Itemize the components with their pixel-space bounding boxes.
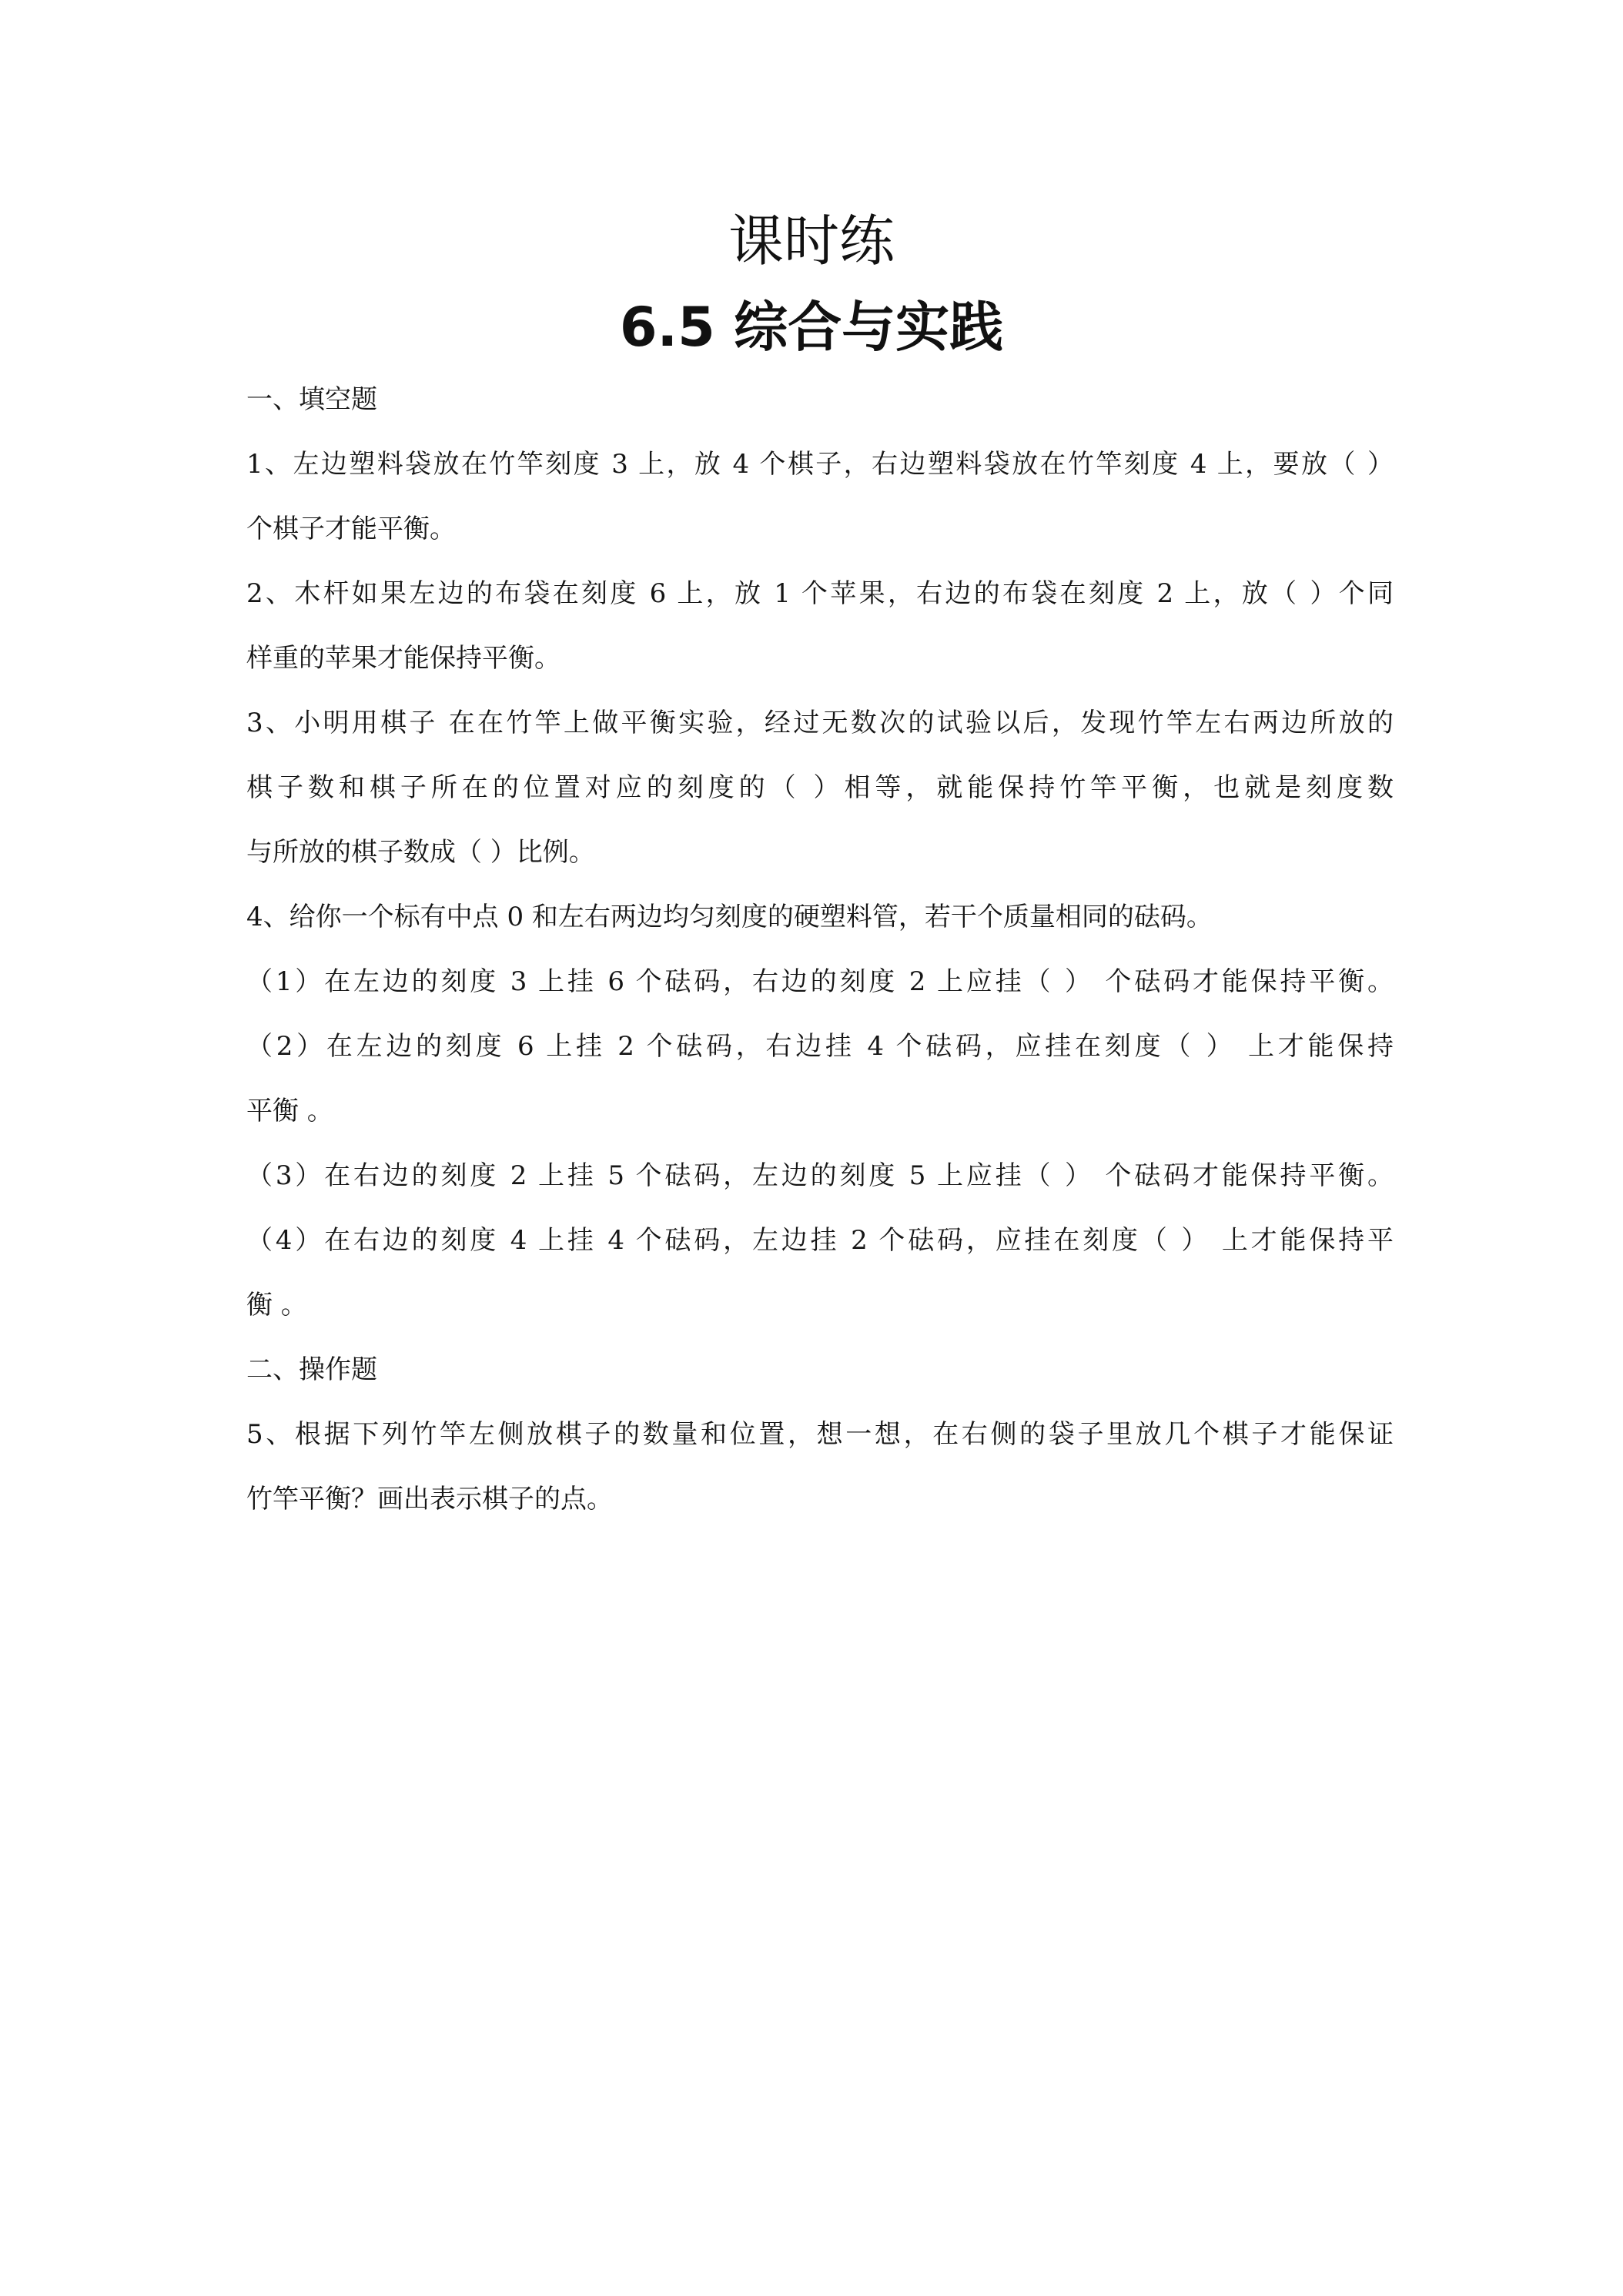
page-title: 课时练: [728, 209, 895, 273]
question-4-part-2-line-2: 平衡 。: [246, 1096, 333, 1126]
question-4-part-2-line-1: （2）在左边的刻度 6 上挂 2 个砝码，右边挂 4 个砝码，应挂在刻度（ ） 上才能保持: [246, 1031, 1394, 1062]
question-4-part-1: （1）在左边的刻度 3 上挂 6 个砝码，右边的刻度 2 上应挂（ ） 个砝码才能保持平衡。: [246, 966, 1394, 997]
question-5-line-1: 5、根据下列竹竿左侧放棋子的数量和位置，想一想，在右侧的袋子里放几个棋子才能保证: [246, 1419, 1394, 1450]
question-4-stem: 4、给你一个标有中点 0 和左右两边均匀刻度的硬塑料管，若干个质量相同的砝码。: [246, 902, 1213, 932]
section-heading-fill-blank: 一、填空题: [246, 384, 377, 415]
question-4-part-3: （3）在右边的刻度 2 上挂 5 个砝码，左边的刻度 5 上应挂（ ） 个砝码才能保持平衡。: [246, 1160, 1394, 1191]
question-1-line-1: 1、左边塑料袋放在竹竿刻度 3 上，放 4 个棋子，右边塑料袋放在竹竿刻度 4 上，要放（ ）: [246, 449, 1394, 480]
question-4-part-4-line-1: （4）在右边的刻度 4 上挂 4 个砝码，左边挂 2 个砝码，应挂在刻度（ ） 上才能保持平: [246, 1225, 1394, 1256]
question-2-line-2: 样重的苹果才能保持平衡。: [246, 643, 561, 674]
section-heading-operation: 二、操作题: [246, 1354, 377, 1385]
page-subtitle: 6.5 综合与实践: [619, 296, 1004, 359]
question-3-line-3: 与所放的棋子数成（ ）比例。: [246, 837, 595, 868]
question-3-line-1: 3、小明用棋子 在在竹竿上做平衡实验，经过无数次的试验以后，发现竹竿左右两边所放的: [246, 708, 1394, 738]
question-5-line-2: 竹竿平衡？画出表示棋子的点。: [246, 1484, 613, 1514]
question-1-line-2: 个棋子才能平衡。: [246, 514, 456, 544]
question-2-line-1: 2、木杆如果左边的布袋在刻度 6 上，放 1 个苹果，右边的布袋在刻度 2 上，放（ ）个同: [246, 578, 1394, 609]
question-4-part-4-line-2: 衡 。: [246, 1290, 307, 1320]
question-3-line-2: 棋子数和棋子所在的位置对应的刻度的（ ）相等，就能保持竹竿平衡，也就是刻度数: [246, 772, 1394, 803]
